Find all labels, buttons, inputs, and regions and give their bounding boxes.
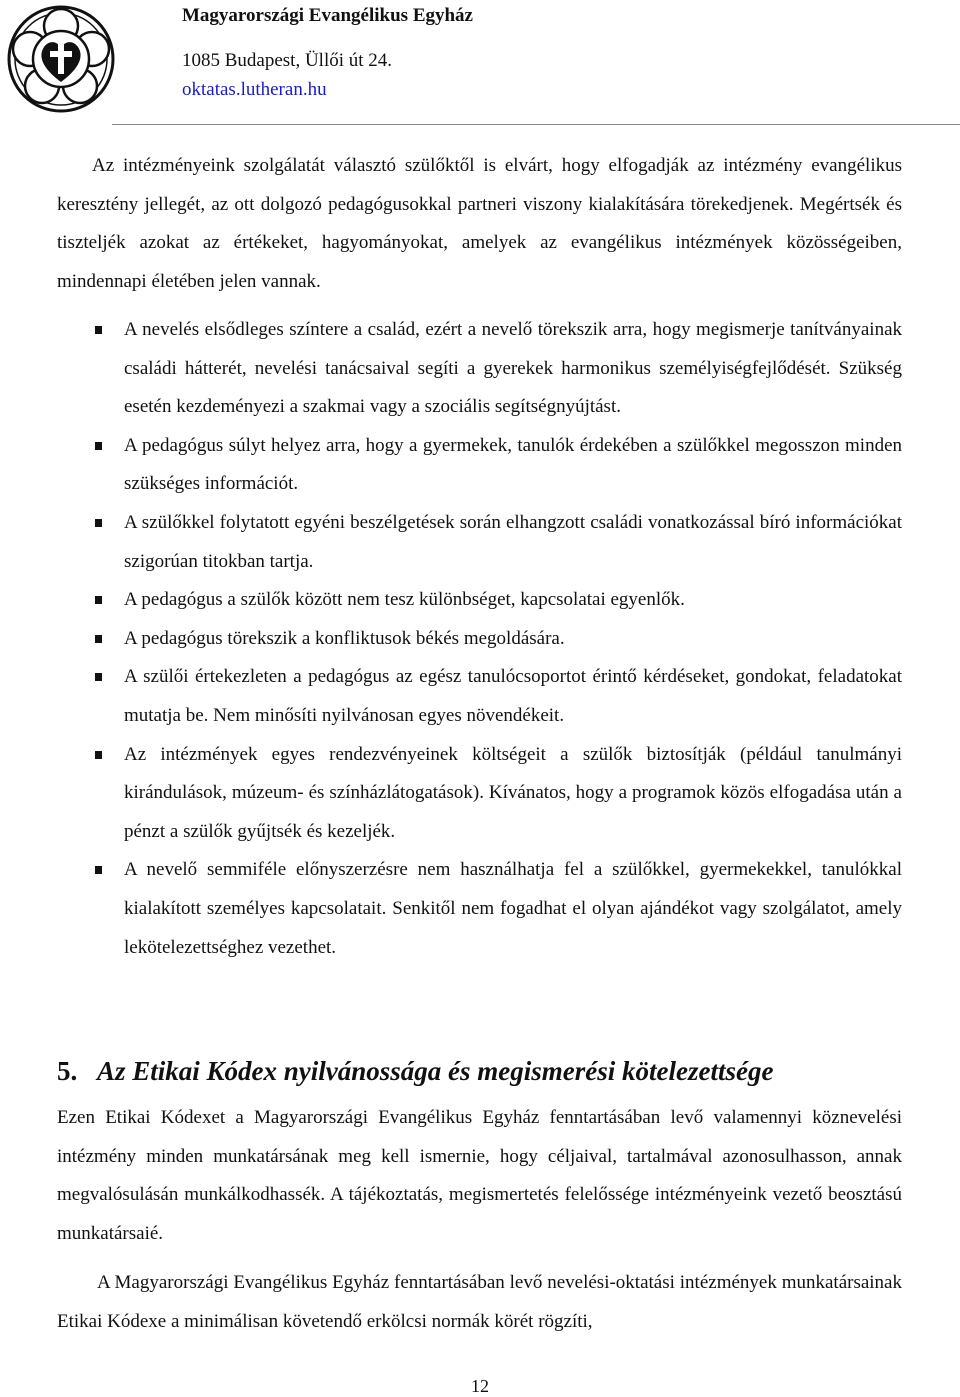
- list-item: [57, 581, 902, 620]
- square-bullet-icon: [95, 442, 102, 450]
- square-bullet-icon: [95, 596, 102, 604]
- square-bullet-icon: [95, 519, 102, 527]
- square-bullet-icon: [95, 635, 102, 643]
- bullet-list: [57, 311, 902, 967]
- page-number: 12: [471, 1376, 489, 1396]
- section-title: Az Etikai Kódex nyilvánossága és megismerési kötelezettsége: [97, 1056, 774, 1086]
- list-item-text: A nevelő semmiféle előnyszerzésre nem használhatja fel a szülőkkel, gyermekekkel, tanulókkal kialakított személyes kapcsolatait. Senkitől nem fogadhat el olyan ajándékot vagy szolgálatot, amely lekötelezettséghez vezethet.: [124, 859, 902, 958]
- list-item-text: A nevelés elsődleges színtere a család, ezért a nevelő törekszik arra, hogy megismerje tanítványainak családi hátterét, nevelési tanácsaival segíti a gyerekek harmonikus személyiségfejlődését. Szükség esetén kezdeményezi a szakmai vagy a szociális segítségnyújtást.: [124, 319, 902, 418]
- list-item-text: A szülői értekezleten a pedagógus az egész tanulócsoportot érintő kérdéseket, gondokat, feladatokat mutatja be. Nem minősíti nyilvánosan egyes növendékeit.: [124, 666, 902, 726]
- header-website-link[interactable]: oktatas.lutheran.hu: [182, 79, 327, 100]
- list-item-text: A szülőkkel folytatott egyéni beszélgetések során elhangzott családi vonatkozással bíró információkat szigorúan titokban tartja.: [124, 511, 902, 572]
- list-item-text: A pedagógus a szülők között nem tesz különbséget, kapcsolatai egyenlők.: [124, 589, 685, 611]
- list-item: [57, 851, 902, 967]
- list-item-text: A pedagógus törekszik a konfliktusok békés megoldására.: [124, 627, 565, 649]
- square-bullet-icon: [95, 866, 102, 874]
- section-paragraph: A Magyarországi Evangélikus Egyház fenntartásában levő nevelési-oktatási intézmények munkatársainak Etikai Kódexe a minimálisan követendő erkölcsi normák körét rögzíti,: [57, 1272, 902, 1332]
- intro-paragraph: Az intézményeink szolgálatát választó szülőktől is elvárt, hogy elfogadják az intézmény evangélikus keresztény jellegét, az ott dolgozó pedagógusokkal partneri viszony kialakítására törekedjenek. Megértsék és tiszteljék azokat az értékeket, hagyományokat, amelyek az evangélikus intézmények közösségeiben, mindennapi életében jelen vannak.: [57, 155, 902, 292]
- section-heading: [57, 1053, 773, 1089]
- header-address: 1085 Budapest, Üllői út 24.: [182, 50, 393, 71]
- list-item: [57, 504, 902, 581]
- header-divider: [112, 124, 960, 125]
- square-bullet-icon: [95, 326, 102, 334]
- list-item-text: Az intézmények egyes rendezvényeinek költségeit a szülők biztosítják (például tanulmányi kirándulások, múzeum- és színházlátogatások). Kívánatos, hogy a programok közös elfogadása után a pénzt a szülők gyűjtsék és kezeljék.: [124, 743, 902, 842]
- list-item: [57, 658, 902, 735]
- section-number: 5.: [57, 1056, 78, 1086]
- list-item: [57, 736, 902, 852]
- section-paragraph: Ezen Etikai Kódexet a Magyarországi Evangélikus Egyház fenntartásában levő valamennyi köznevelési intézmény minden munkatársának meg kell ismernie, hogy céljaival, tartalmával azonosulhasson, annak megvalósulásán munkálkodhassék. A tájékoztatás, megismertetés felelőssége intézményeink vezető beosztású munkatársaié.: [57, 1107, 902, 1244]
- list-item: [57, 311, 902, 427]
- header-org-name: Magyarországi Evangélikus Egyház: [182, 5, 473, 26]
- luther-rose-logo: [6, 4, 116, 114]
- list-item: [57, 427, 902, 504]
- square-bullet-icon: [95, 673, 102, 681]
- list-item-text: A pedagógus súlyt helyez arra, hogy a gyermekek, tanulók érdekében a szülőkkel megosszon minden szükséges információt.: [124, 434, 902, 495]
- list-item: [57, 620, 902, 659]
- square-bullet-icon: [95, 751, 102, 759]
